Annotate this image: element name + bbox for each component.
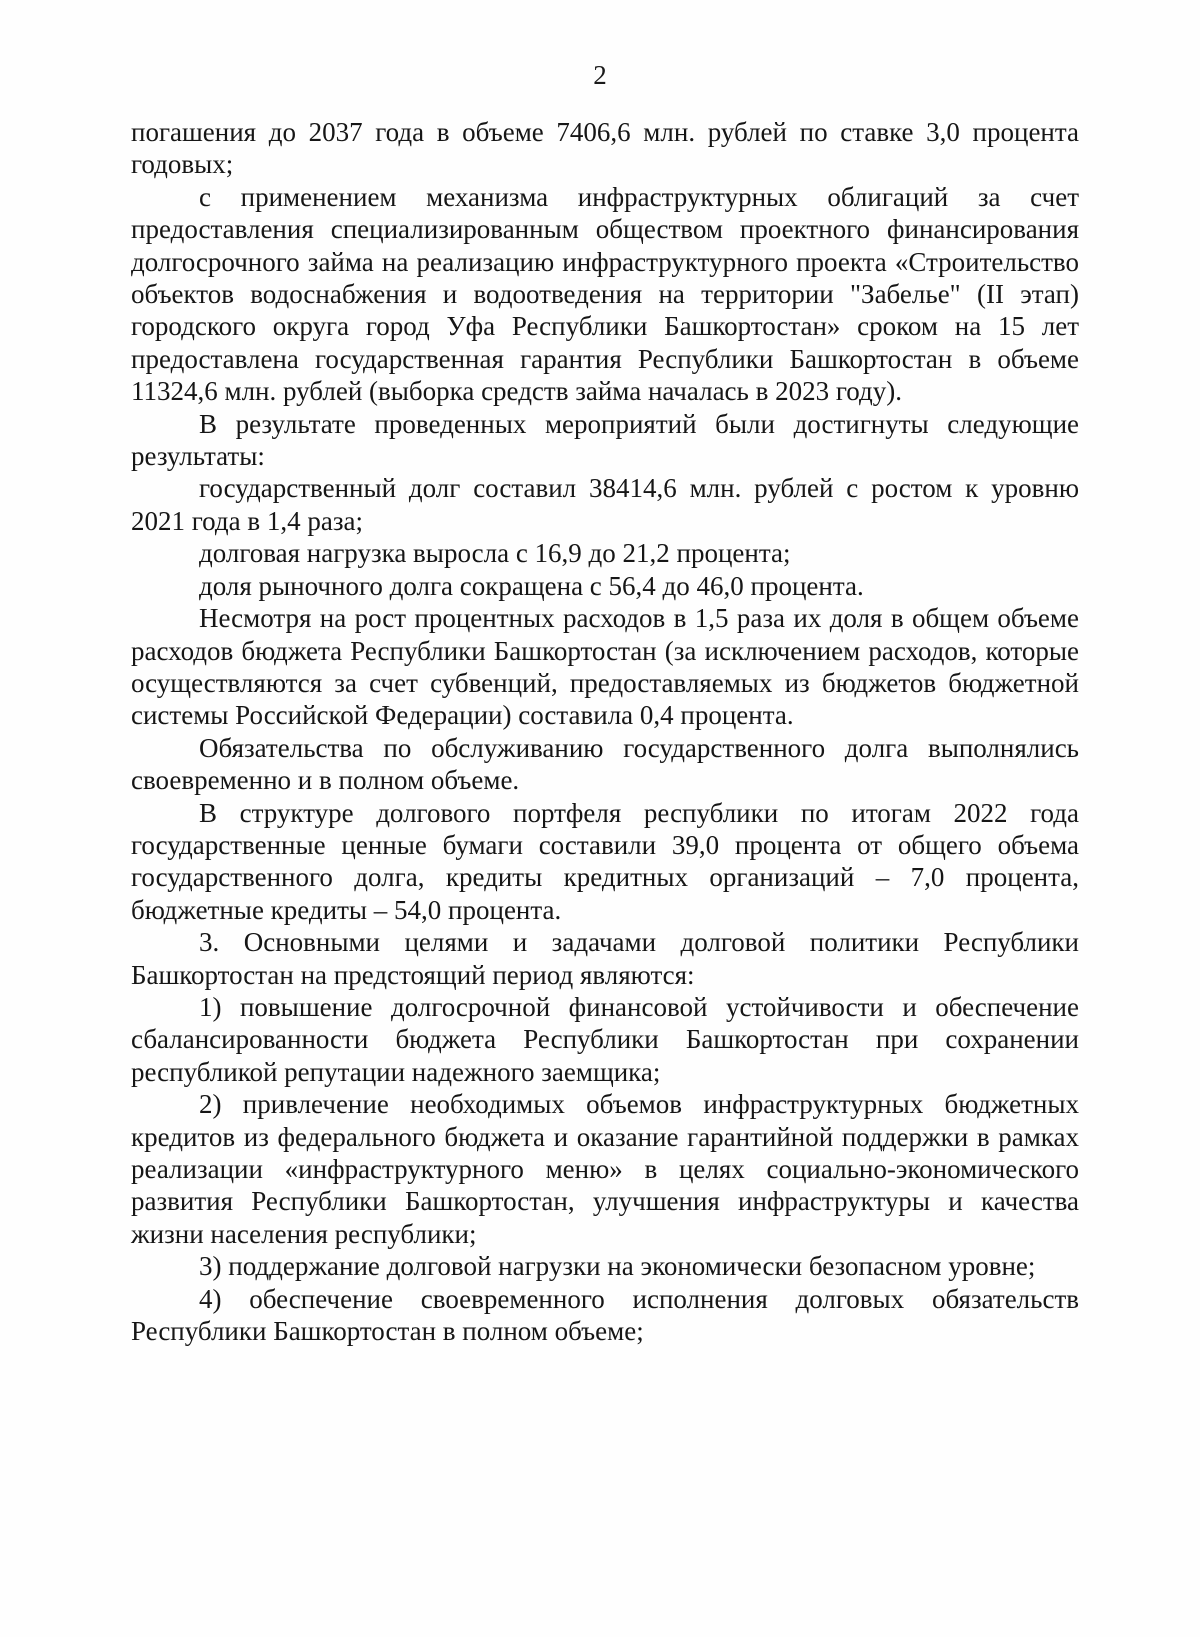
- list-item-goal-2: 2) привлечение необходимых объемов инфраструктурных бюджетных кредитов из федерального бюджета и оказание гарантийной поддержки в рамках реализации «инфраструктурного меню» в целях социально-экономического развития Республики Башкортостан, улучшения инфраструктуры и качества жизни населения республики;: [131, 1089, 1079, 1249]
- paragraph-infrastructure-bonds: с применением механизма инфраструктурных облигаций за счет предоставления специализированным обществом проектного финансирования долгосрочного займа на реализацию инфраструктурного проекта «Строительство объектов водоснабжения и водоотведения на территории "Забелье" (II этап) городского округа город Уфа Республики Башкортостан» сроком на 15 лет предоставлена государственная гарантия Республики Башкортостан в объеме 11324,6 млн. рублей (выборка средств займа началась в 2023 году).: [131, 181, 1079, 407]
- paragraph-debt-obligations: Обязательства по обслуживанию государственного долга выполнялись своевременно и в полном объеме.: [131, 732, 1079, 796]
- paragraph-goals-section: 3. Основными целями и задачами долговой политики Республики Башкортостан на предстоящий период являются:: [131, 927, 1079, 990]
- page-number: 2: [593, 60, 607, 90]
- paragraph-repayment-term: погашения до 2037 года в объеме 7406,6 млн. рублей по ставке 3,0 процента годовых;: [131, 117, 1079, 180]
- list-item-goal-3: 3) поддержание долговой нагрузки на экономически безопасном уровне;: [199, 1251, 1036, 1282]
- list-item-goal-1: 1) повышение долгосрочной финансовой устойчивости и обеспечение сбалансированности бюджета Республики Башкортостан при сохранении республикой репутации надежного заемщика;: [131, 991, 1079, 1087]
- paragraph-state-debt: государственный долг составил 38414,6 млн. рублей с ростом к уровню 2021 года в 1,4 раза;: [131, 473, 1079, 536]
- list-item-goal-4: 4) обеспечение своевременного исполнения долговых обязательств Республики Башкортостан в полном объеме;: [131, 1283, 1079, 1347]
- paragraph-market-debt-share: доля рыночного долга сокращена с 56,4 до 46,0 процента.: [199, 570, 864, 601]
- document-body: [131, 116, 1079, 1347]
- paragraph-results-intro: В результате проведенных мероприятий были достигнуты следующие результаты:: [131, 408, 1079, 472]
- paragraph-debt-load: долговая нагрузка выросла с 16,9 до 21,2 процента;: [199, 538, 791, 569]
- paragraph-interest-expenses: Несмотря на рост процентных расходов в 1,5 раза их доля в общем объеме расходов бюджета Республики Башкортостан (за исключением расходов, которые осуществляются за счет субвенций, предоставляемых из бюджетов бюджетной системы Российской Федерации) составила 0,4 процента.: [131, 603, 1079, 731]
- paragraph-debt-portfolio-structure: В структуре долгового портфеля республики по итогам 2022 года государственные ценные бумаги составили 39,0 процента от общего объема государственного долга, кредиты кредитных организаций – 7,0 процента, бюджетные кредиты – 54,0 процента.: [131, 797, 1079, 925]
